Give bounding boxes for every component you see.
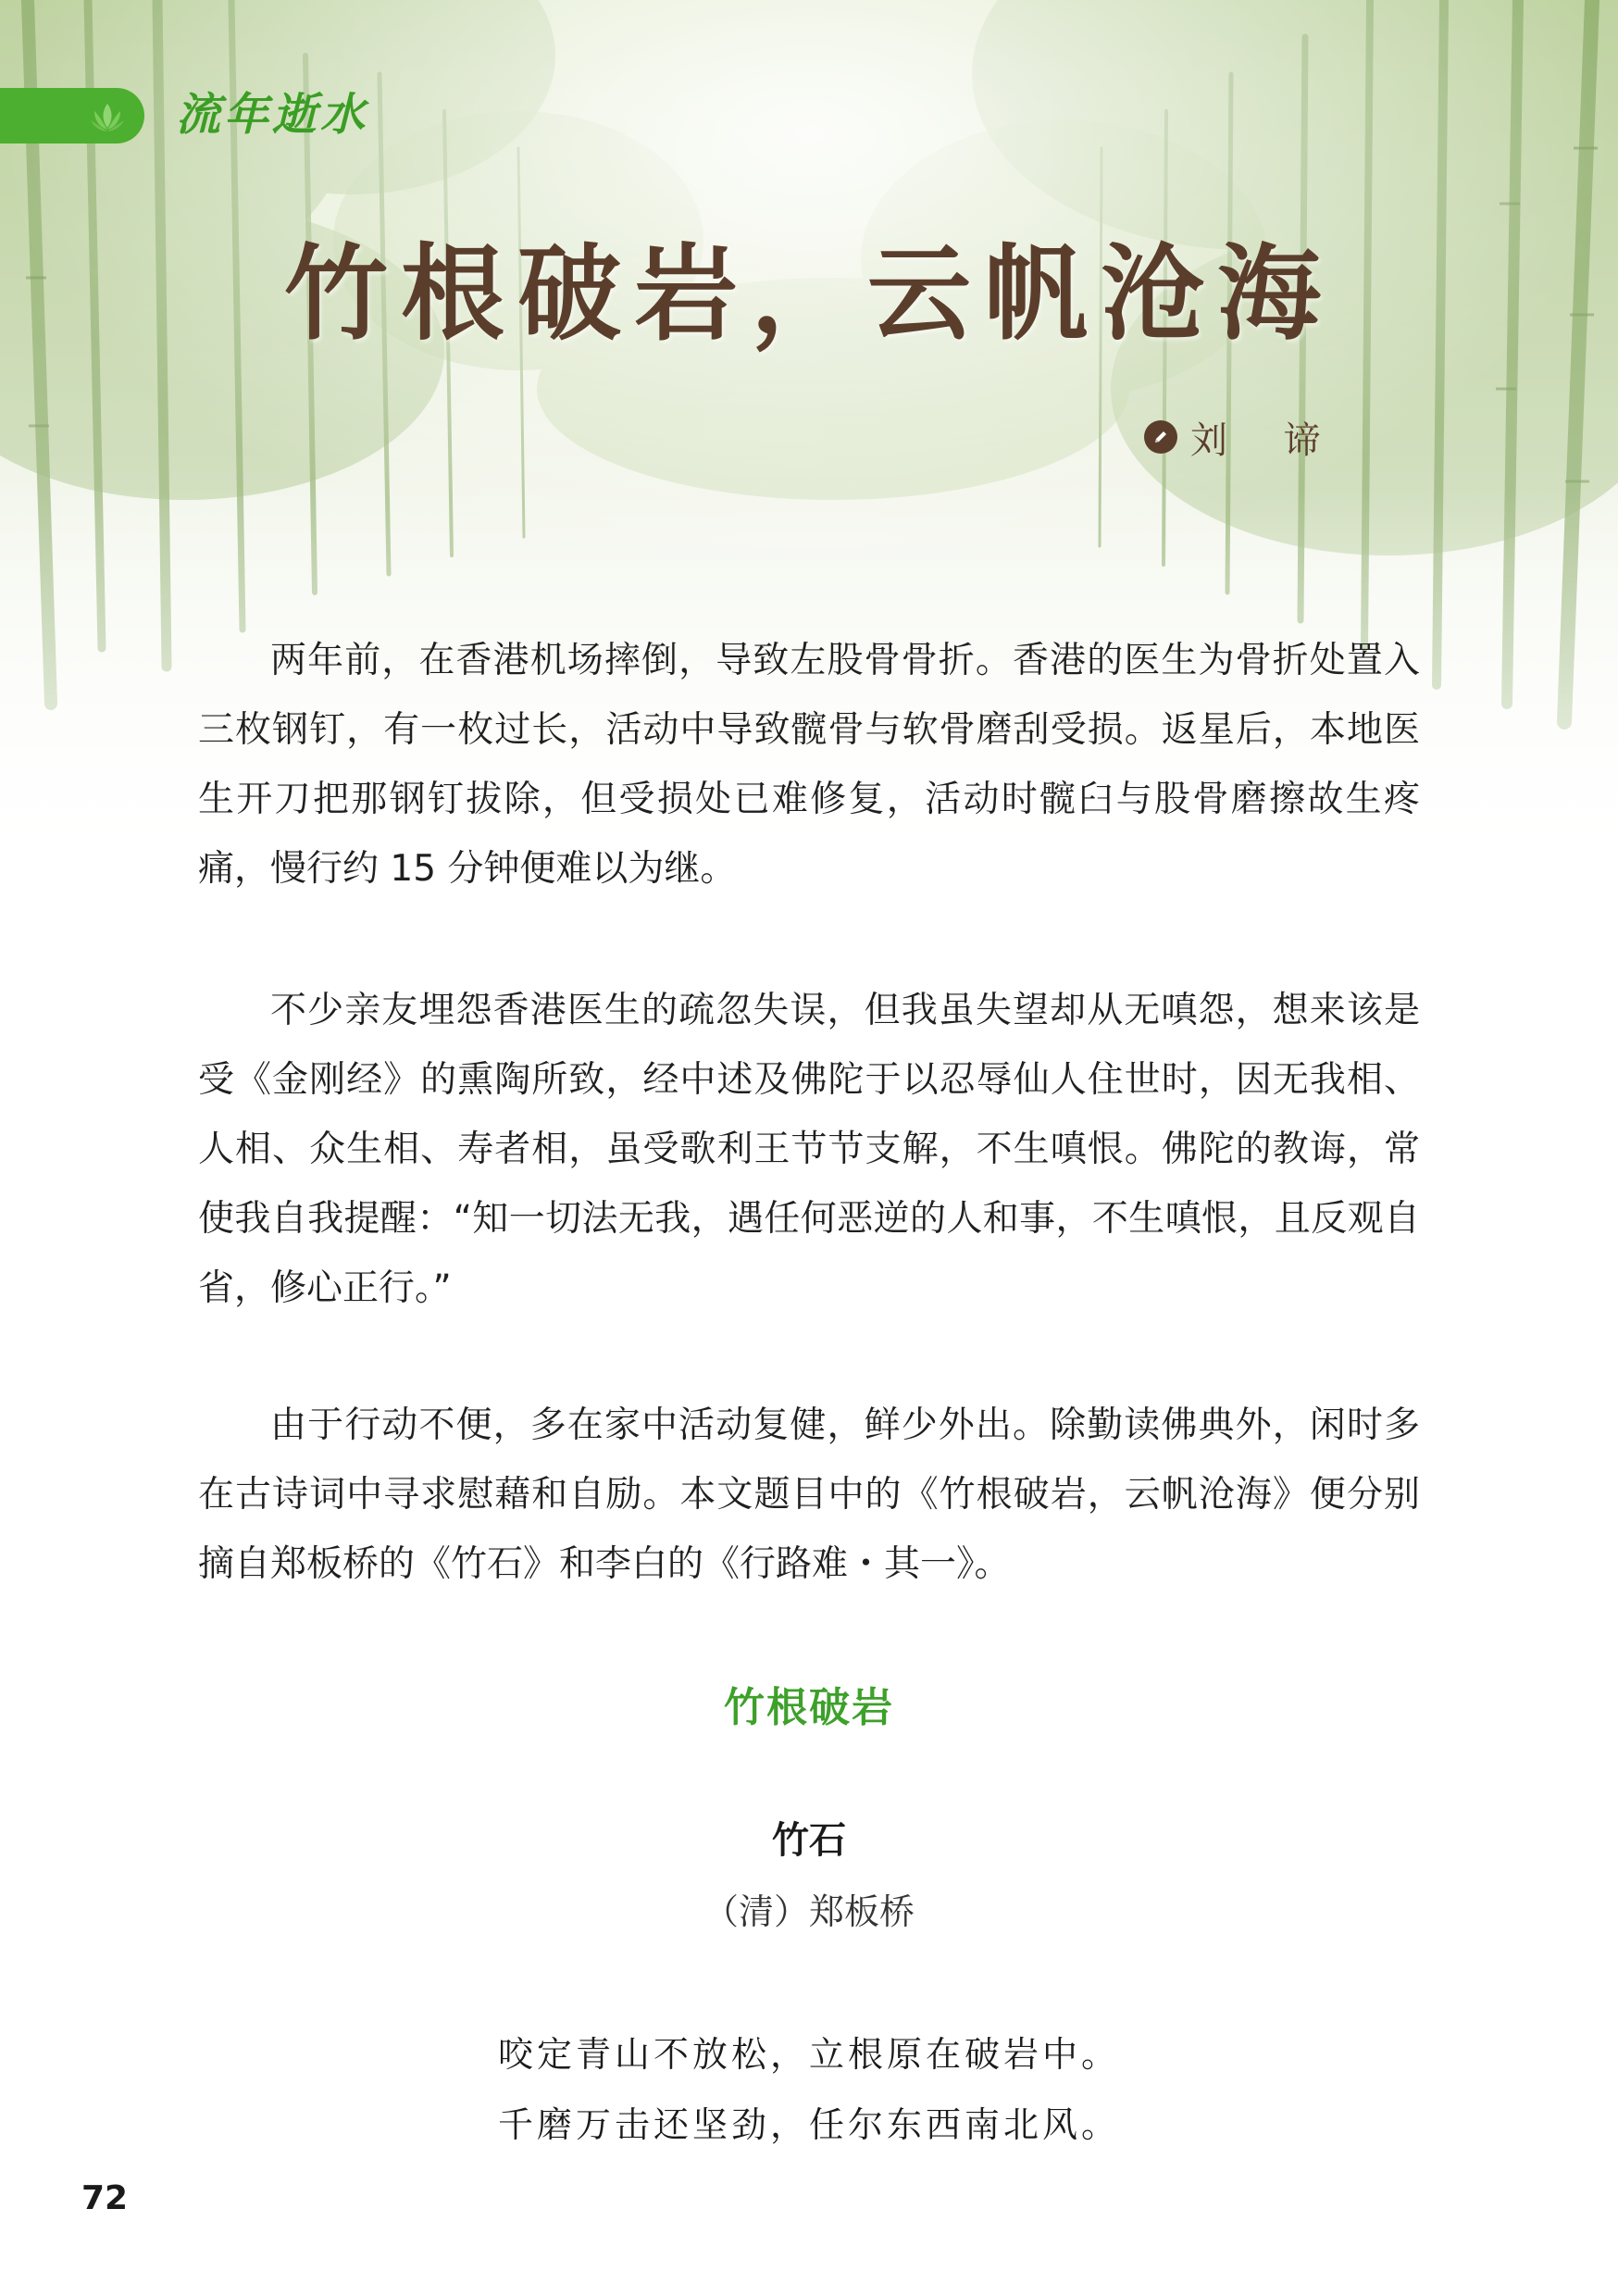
- lotus-icon: [89, 100, 126, 133]
- author-byline: [1144, 413, 1343, 461]
- poem-line: 咬定青山不放松，立根原在破岩中。: [497, 2034, 1120, 2075]
- page-number: 72: [81, 2179, 129, 2217]
- body-paragraph: 不少亲友埋怨香港医生的疏忽失误，但我虽失望却从无嗔怨，想来该是受《金刚经》的熏陶所致，经中述及佛陀于以忍辱仙人住世时，因无我相、人相、众生相、寿者相，虽受歌利王节节支解，不生嗔恨。佛陀的教诲，常使我自我提醒：“知一切法无我，遇任何恶逆的人和事，不生嗔恨，且反观自省，修心正行。”: [198, 990, 1420, 1309]
- body-paragraph: 由于行动不便，多在家中活动复健，鲜少外出。除勤读佛典外，闲时多在古诗词中寻求慰藉和自励。本文题目中的《竹根破岩，云帆沧海》便分别摘自郑板桥的《竹石》和李白的《行路难・其一》。: [198, 1404, 1420, 1585]
- pen-icon: [1144, 420, 1177, 454]
- author-name: 刘 谛: [1190, 418, 1343, 462]
- article-title: 竹根破岩，云帆沧海: [284, 234, 1334, 355]
- section-tag: [0, 88, 144, 144]
- subheading: 竹根破岩: [724, 1684, 894, 1731]
- section-title: 流年逝水: [176, 89, 369, 141]
- body-paragraph: 两年前，在香港机场摔倒，导致左股骨骨折。香港的医生为骨折处置入三枚钢钉，有一枚过长，活动中导致髋骨与软骨磨刮受损。返星后，本地医生开刀把那钢钉拔除，但受损处已难修复，活动时髋臼与股骨磨擦故生疼痛，慢行约 15 分钟便难以为继。: [198, 640, 1420, 890]
- poem-title: 竹石: [772, 1819, 846, 1862]
- poem-line: 千磨万击还坚劲，任尔东西南北风。: [497, 2104, 1120, 2145]
- poem-author: （清）郑板桥: [703, 1891, 915, 1932]
